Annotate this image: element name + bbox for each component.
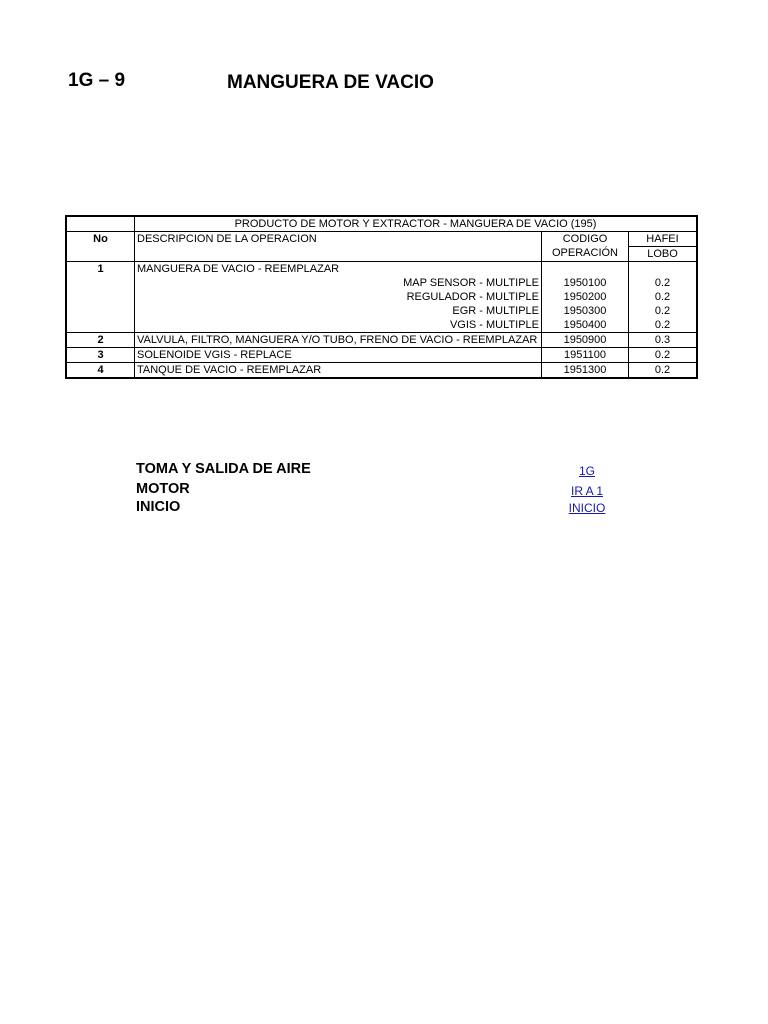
row-no: 1 (66, 262, 135, 333)
row-code (542, 262, 629, 333)
row-desc: VALVULA, FILTRO, MANGUERA Y/O TUBO, FRENO DE VACIO - REEMPLAZAR (135, 333, 542, 348)
col-header-brand: HAFEI (629, 232, 698, 247)
row-code: 1951300 (542, 363, 629, 379)
row-time: 0.3 (629, 333, 698, 348)
row-desc-main: MANGUERA DE VACIO - REEMPLAZAR (137, 263, 340, 275)
row-sub-code: 1950100 (563, 277, 607, 289)
table-corner (66, 216, 135, 232)
operations-table (65, 215, 698, 379)
row-sub-code: 1950200 (563, 291, 607, 303)
nav-label-toma-salida-aire: TOMA Y SALIDA DE AIRE (136, 461, 311, 477)
row-sub-desc: VGIS - MULTIPLE (449, 319, 539, 331)
row-code: 1951100 (542, 348, 629, 363)
table-row (66, 348, 697, 363)
row-sub-desc: REGULADOR - MULTIPLE (406, 291, 539, 303)
row-desc: SOLENOIDE VGIS - REPLACE (135, 348, 542, 363)
row-sub-time: 0.2 (654, 277, 671, 289)
nav-label-inicio: INICIO (136, 499, 181, 515)
table-row (66, 333, 697, 348)
row-sub-desc: EGR - MULTIPLE (452, 305, 539, 317)
row-desc (135, 262, 542, 333)
row-no: 4 (66, 363, 135, 379)
page-title: MANGUERA DE VACIO (227, 72, 434, 93)
row-no: 2 (66, 333, 135, 348)
row-desc: TANQUE DE VACIO - REEMPLAZAR (135, 363, 542, 379)
section-code: 1G – 9 (68, 70, 126, 91)
row-sub-desc: MAP SENSOR - MULTIPLE (403, 277, 539, 289)
row-sub-code: 1950300 (563, 305, 607, 317)
nav-link-1g[interactable]: 1G (578, 464, 595, 478)
table-row (66, 363, 697, 379)
row-time: 0.2 (629, 363, 698, 379)
col-header-desc: DESCRIPCION DE LA OPERACION (135, 232, 542, 262)
table-title: PRODUCTO DE MOTOR Y EXTRACTOR - MANGUERA DE VACIO (195) (135, 216, 698, 232)
col-header-code: CODIGO OPERACIÓN (542, 232, 629, 262)
row-time (629, 262, 698, 333)
row-code: 1950900 (542, 333, 629, 348)
row-time: 0.2 (629, 348, 698, 363)
row-sub-time: 0.2 (654, 319, 671, 331)
col-header-model: LOBO (629, 247, 698, 262)
nav-label-motor: MOTOR (136, 481, 190, 497)
col-header-no: No (66, 232, 135, 262)
nav-link-inicio[interactable]: INICIO (568, 501, 606, 515)
nav-link-ir-a-1[interactable]: IR A 1 (570, 484, 604, 498)
row-no: 3 (66, 348, 135, 363)
row-sub-time: 0.2 (654, 291, 671, 303)
row-sub-time: 0.2 (654, 305, 671, 317)
row-sub-code: 1950400 (563, 319, 607, 331)
table-row (66, 262, 697, 333)
